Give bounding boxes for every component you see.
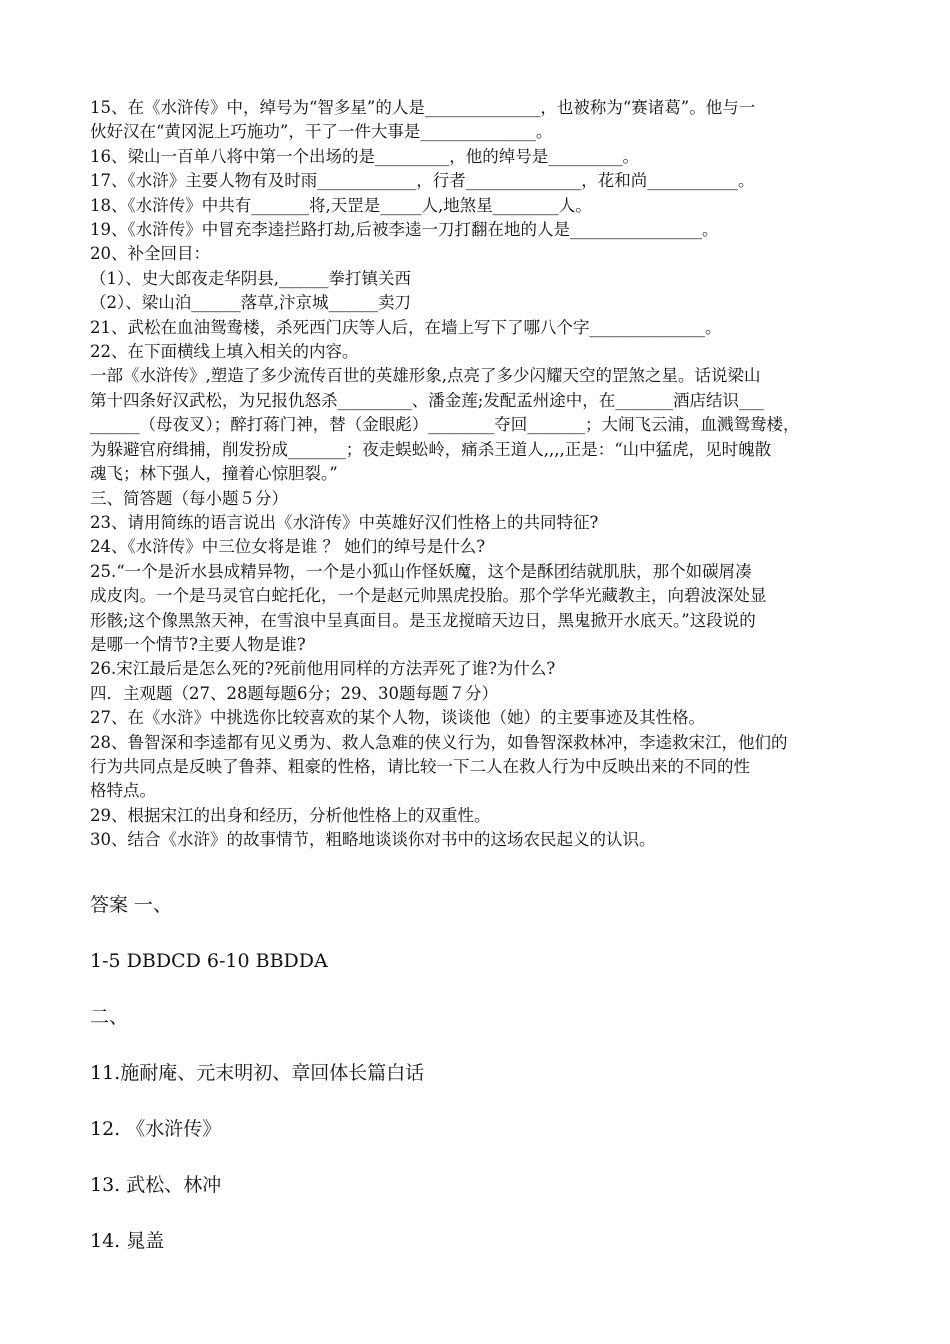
question-line: 形骸;这个像黑煞天神，在雪浪中呈真面目。是玉龙搅暗天边日，黑鬼掀开水底天。”这段说的: [90, 610, 756, 630]
question-line: 25.“一个是沂水县成精异物，一个是小狐山作怪妖魔，这个是酥团结就肌肤，那个如碳屑凑: [90, 561, 752, 581]
answer-line: 12. 《水浒传》: [90, 1117, 222, 1140]
question-line: ______（母夜叉）；醉打蒋门神，替（金眼彪）________夺回_______；大闹飞云浦，血溅鸳鸯楼，: [90, 415, 800, 435]
question-line: 行为共同点是反映了鲁莽、粗豪的性格，请比较一下二人在救人行为中反映出来的不同的性: [90, 756, 750, 776]
question-line: 30、结合《水浒》的故事情节，粗略地谈谈你对书中的这场农民起义的认识。: [90, 830, 656, 850]
question-line: 20、补全回目：: [90, 244, 210, 264]
answer-line: 14. 晁盖: [90, 1229, 165, 1252]
question-line: 19、《水浒传》中冒充李逵拦路打劫,后被李逵一刀打翻在地的人是________________。: [90, 220, 719, 240]
question-line: 16、梁山一百单八将中第一个出场的是_________，他的绰号是_________。: [90, 146, 639, 166]
question-line: 22、在下面横线上填入相关的内容。: [90, 342, 359, 362]
question-line: 是哪一个情节?主要人物是谁?: [90, 634, 306, 654]
question-line: 伙好汉在“黄冈泥上巧施功”，干了一件大事是______________。: [90, 122, 553, 142]
question-line: （2）、梁山泊______落草,汴京城______卖刀: [90, 293, 411, 313]
question-line: 27、在《水浒》中挑选你比较喜欢的某个人物，谈谈他（她）的主要事迹及其性格。: [90, 708, 705, 728]
question-line: 一部《水浒传》,塑造了多少流传百世的英雄形象,点亮了多少闪耀天空的罡煞之星。话说梁山: [90, 366, 761, 386]
question-line: 29、根据宋江的出身和经历，分析他性格上的双重性。: [90, 805, 491, 825]
question-line: 为躲避官府缉捕，削发扮成_______；夜走蜈蚣岭，痛杀王道人,,,,正是：“山中猛虎，见时魄散: [90, 439, 772, 459]
section-heading: 四．主观题（27、28题每题6分；29、30题每题７分）: [90, 683, 498, 703]
question-line: 成皮肉。一个是马灵官白蛇托化，一个是赵元帅黑虎投胎。那个学华光藏教主，向碧波深处显: [90, 586, 767, 606]
answer-line: 13. 武松、林冲: [90, 1173, 222, 1196]
question-line: 17、《水浒》主要人物有及时雨____________，行者______________，花和尚___________。: [90, 171, 755, 191]
question-line: 26.宋江最后是怎么死的?死前他用同样的方法弄死了谁?为什么?: [90, 659, 556, 679]
section-heading: 三、简答题（每小题５分）: [90, 488, 288, 508]
answer-line: 1-5 DBDCD 6-10 BBDDA: [90, 949, 328, 972]
question-line: （1）、史大郎夜走华阴县,______拳打镇关西: [90, 268, 411, 288]
answer-section-heading: 二、: [90, 1005, 129, 1028]
answers-section: [90, 893, 870, 1253]
question-line: 24、《水浒传》中三位女将是谁 ？ 她们的绰号是什么?: [90, 537, 486, 557]
question-line: 格特点。: [90, 781, 156, 801]
question-line: 第十四条好汉武松，为兄报仇怒杀_________、潘金莲;发配孟州途中，在_______酒店结识___: [90, 390, 764, 410]
questions-section: [90, 96, 870, 853]
question-line: 魂飞；林下强人，撞着心惊胆裂。”: [90, 464, 338, 484]
question-line: 15、在《水浒传》中，绰号为“智多星”的人是______________，也被称为“赛诸葛”。他与一: [90, 98, 756, 117]
question-line: 18、《水浒传》中共有_______将,天罡是_____人,地煞星________人。: [90, 195, 592, 215]
answer-line: 11.施耐庵、元末明初、章回体长篇白话: [90, 1061, 425, 1084]
document-page: [90, 96, 870, 1253]
answers-heading: 答案 一、: [90, 893, 173, 916]
question-line: 28、鲁智深和李逵都有见义勇为、救人急难的侠义行为，如鲁智深救林冲，李逵救宋江，他们的: [90, 732, 788, 752]
question-line: 23、请用简练的语言说出《水浒传》中英雄好汉们性格上的共同特征?: [90, 512, 599, 532]
question-line: 21、武松在血油鸳鸯楼，杀死西门庆等人后，在墙上写下了哪八个字______________。: [90, 317, 722, 337]
